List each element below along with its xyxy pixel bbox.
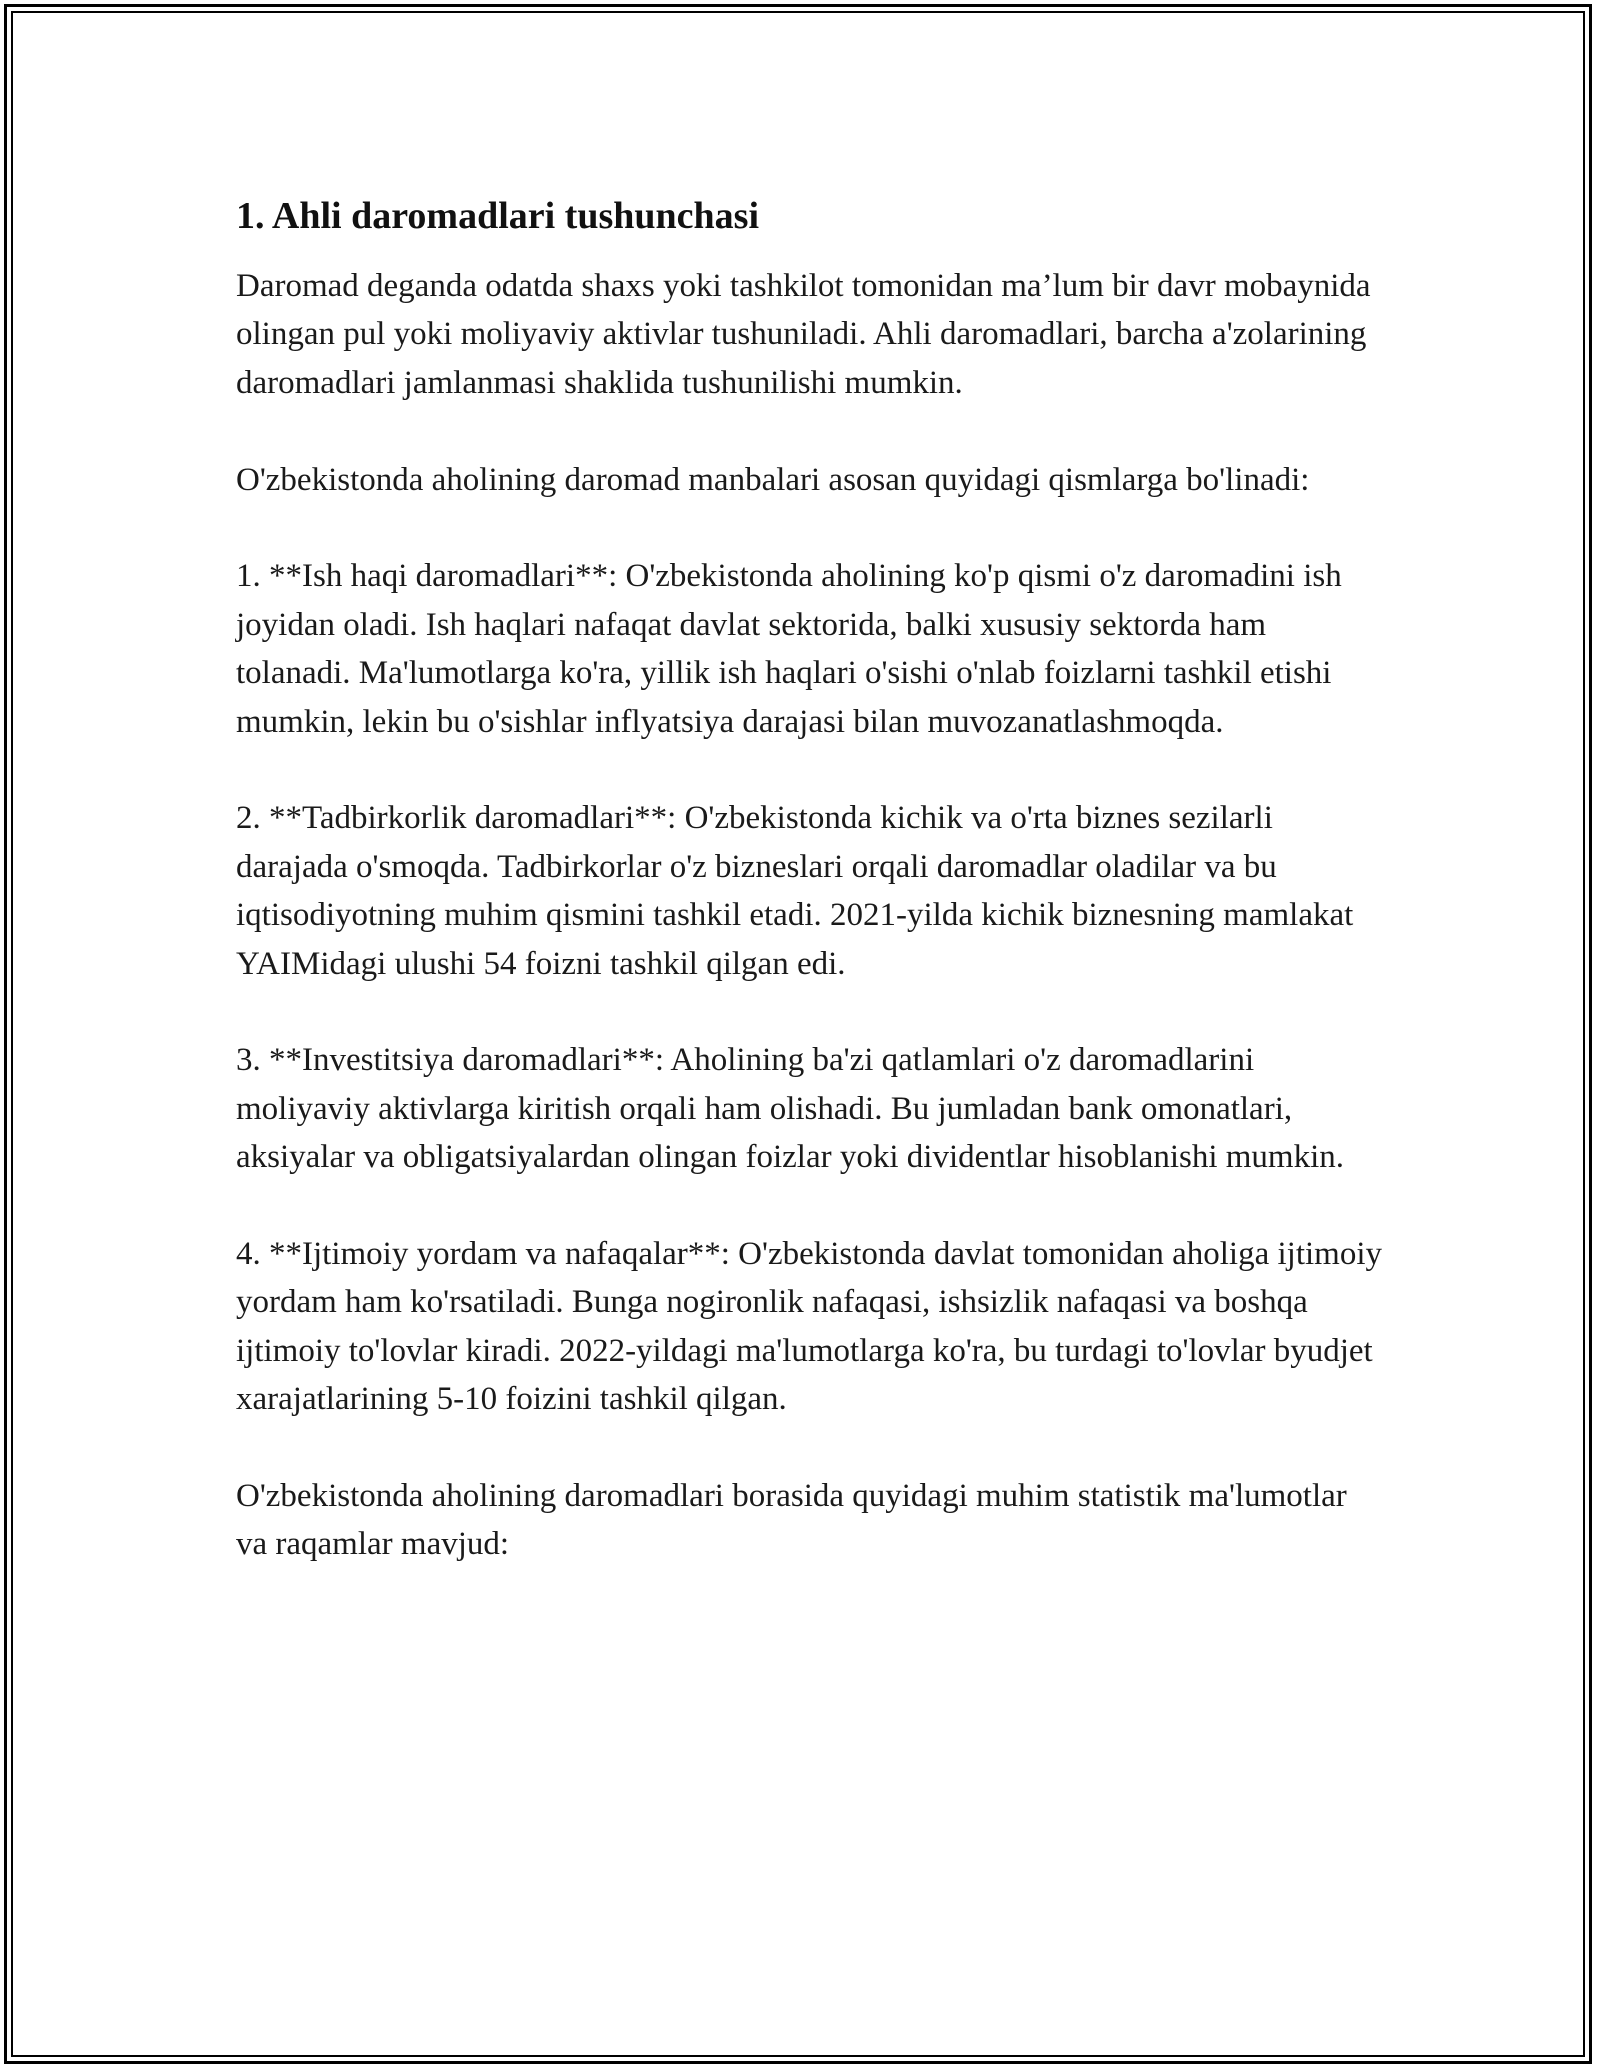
paragraph-sources-intro: O'zbekistonda aholining daromad manbalari asosan quyidagi qismlarga bo'linadi: (236, 461, 1310, 498)
paragraph-definition: Daromad deganda odatda shaxs yoki tashkilot tomonidan ma’lum bir davr mobaynida olingan pul yoki moliyaviy aktivlar tushuniladi. Ahli daromadlari, barcha a'zolarining daromadlari jamlanmasi shaklida tushunilishi mumkin. (236, 268, 1371, 401)
paragraph-business-income: 2. **Tadbirkorlik daromadlari**: O'zbekistonda kichik va o'rta biznes sezilarli darajada o'smoqda. Tadbirkorlar o'z bizneslari orqali daromadlar oladilar va bu iqtisodiyotning muhim qismini tashkil etadi. 2021-yilda kichik biznesning mamlakat YAIMidagi ulushi 54 foizni tashkil qilgan edi. (236, 800, 1354, 982)
section-heading: 1. Ahli daromadlari tushunchasi (236, 195, 760, 237)
paragraph-social-assistance: 4. **Ijtimoiy yordam va nafaqalar**: O'zbekistonda davlat tomonidan aholiga ijtimoiy yordam ham ko'rsatiladi. Bunga nogironlik nafaqasi, ishsizlik nafaqasi va boshqa ijtimoiy to'lovlar kiradi. 2022-yildagi ma'lumotlarga ko'ra, bu turdagi to'lovlar byudjet xarajatlarining 5-10 foizini tashkil qilgan. (236, 1236, 1383, 1418)
paragraph-investment-income: 3. **Investitsiya daromadlari**: Aholining ba'zi qatlamlari o'z daromadlarini moliyaviy aktivlarga kiritish orqali ham olishadi. Bu jumladan bank omonatlari, aksiyalar va obligatsiyalardan olingan foizlar yoki dividentlar hisoblanishi mumkin. (236, 1042, 1344, 1176)
paragraph-statistics-intro: O'zbekistonda aholining daromadlari borasida quyidagi muhim statistik ma'lumotlar va raqamlar mavjud: (236, 1478, 1347, 1563)
paragraph-wage-income: 1. **Ish haqi daromadlari**: O'zbekistonda aholining ko'p qismi o'z daromadini ish joyidan oladi. Ish haqlari nafaqat davlat sektorida, balki xususiy sektorda ham tolanadi. Ma'lumotlarga ko'ra, yillik ish haqlari o'sishi o'nlab foizlarni tashkil etishi mumkin, lekin bu o'sishlar inflyatsiya darajasi bilan muvozanatlashmoqda. (236, 558, 1342, 740)
document-content (236, 192, 1386, 1569)
